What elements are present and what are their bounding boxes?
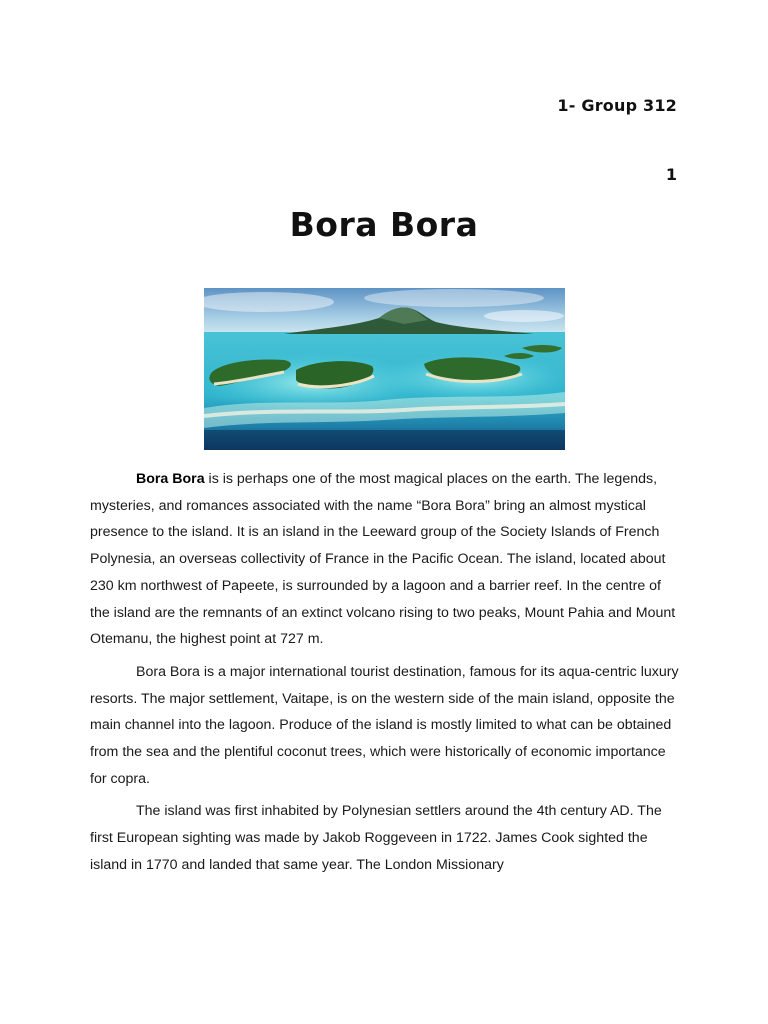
paragraph-1-text: is is perhaps one of the most magical places on the earth. The legends, mysteries, and romances associated with the name “Bora Bora” bring an almost mystical presence to the island. It is an island in the Leeward group of the Society Islands of French Polynesia, an overseas collectivity of France in the Pacific Ocean. The island, located about 230 km northwest of Papeete, is surrounded by a lagoon and a barrier reef. In the centre of the island are the remnants of an extinct volcano rising to two peaks, Mount Pahia and Mount Otemanu, the highest point at 727 m. (90, 471, 676, 648)
article-body (90, 466, 680, 885)
paragraph-2: Bora Bora is a major international tourist destination, famous for its aqua-centric luxury resorts. The major settlement, Vaitape, is on the western side of the main island, opposite the main channel into the lagoon. Produce of the island is mostly limited to what can be obtained from the sea and the plentiful coconut trees, which were historically of economic importance for copra. (90, 663, 679, 787)
paragraph-1 (90, 466, 680, 653)
bora-bora-aerial-photo (204, 288, 565, 450)
page-number: 1 (665, 165, 677, 184)
page-title: Bora Bora (289, 205, 479, 244)
header-group-label: 1- Group 312 (557, 96, 677, 115)
paragraph-3: The island was first inhabited by Polynesian settlers around the 4th century AD. The first European sighting was made by Jakob Roggeveen in 1722. James Cook sighted the island in 1770 and landed that same year. The London Missionary (90, 803, 662, 873)
paragraph-1-lead: Bora Bora (136, 471, 205, 487)
